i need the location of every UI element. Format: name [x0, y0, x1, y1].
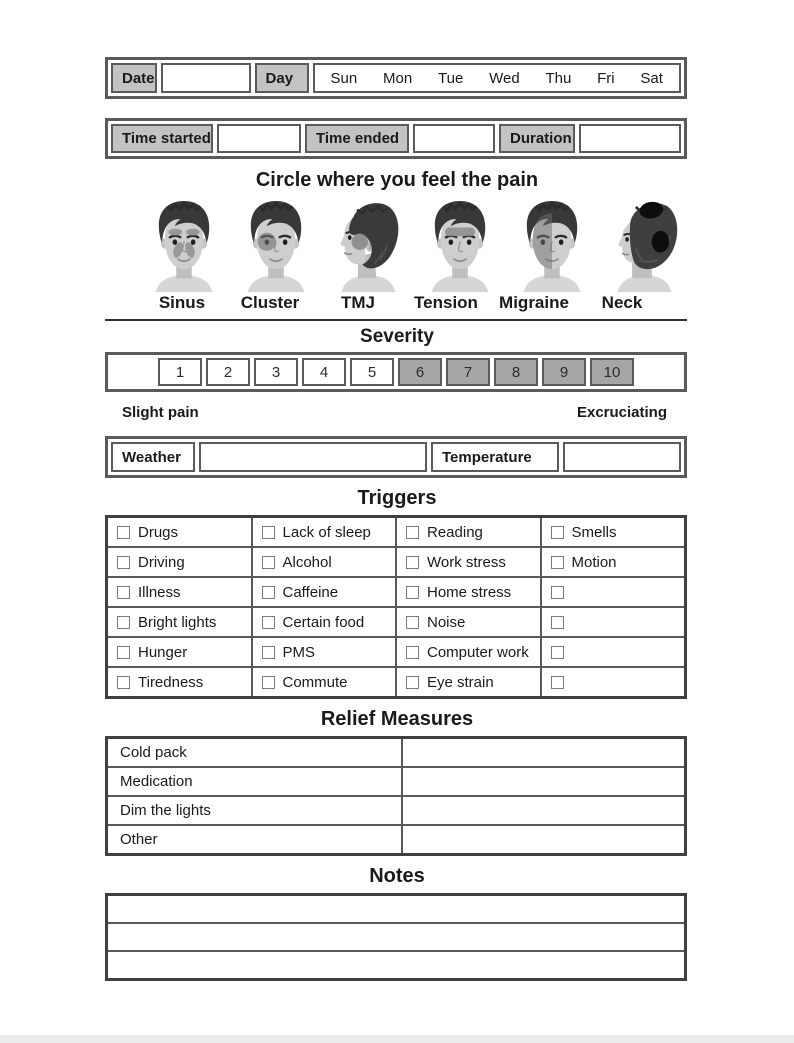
pain-label-cluster: Cluster — [240, 293, 300, 312]
trigger-checkbox-computer-work[interactable] — [406, 646, 419, 659]
trigger-cell-caffeine[interactable] — [251, 578, 396, 606]
trigger-cell-blank-5-4[interactable] — [540, 638, 685, 666]
trigger-label-drugs: Drugs — [138, 523, 179, 541]
trigger-checkbox-hunger[interactable] — [117, 646, 130, 659]
date-label: Date — [111, 63, 157, 93]
day-option-fri[interactable]: Fri — [597, 69, 615, 87]
trigger-cell-illness[interactable] — [108, 578, 251, 606]
trigger-label-motion: Motion — [571, 553, 617, 571]
date-day-row — [105, 57, 687, 99]
sinus-head-illustration[interactable] — [138, 196, 230, 292]
time-started-input[interactable] — [217, 124, 301, 153]
trigger-label-pms: PMS — [282, 643, 316, 661]
trigger-label-home-stress: Home stress — [427, 583, 512, 601]
severity-cell-8[interactable]: 8 — [494, 358, 538, 386]
relief-row-cold-pack — [108, 739, 684, 766]
trigger-label-illness: Illness — [138, 583, 181, 601]
time-started-label: Time started — [111, 124, 213, 153]
severity-high-label: Excruciating — [576, 404, 667, 421]
trigger-label-noise: Noise — [427, 613, 466, 631]
trigger-cell-drugs[interactable] — [108, 518, 251, 546]
trigger-checkbox-work-stress[interactable] — [406, 556, 419, 569]
notes-row-3 — [108, 950, 684, 978]
severity-left-blank — [110, 358, 154, 386]
trigger-label-commute: Commute — [282, 673, 348, 691]
trigger-label-smells: Smells — [571, 523, 617, 541]
trigger-cell-smells[interactable] — [540, 518, 685, 546]
pain-label-neck: Neck — [601, 293, 643, 312]
trigger-label-tiredness: Tiredness — [138, 673, 204, 691]
trigger-label-hunger: Hunger — [138, 643, 188, 661]
trigger-checkbox-bright-lights[interactable] — [117, 616, 130, 629]
pain-type-sinus[interactable] — [138, 196, 230, 292]
trigger-cell-work-stress[interactable] — [395, 548, 540, 576]
severity-cell-7[interactable]: 7 — [446, 358, 490, 386]
tension-head-illustration[interactable] — [414, 196, 506, 292]
trigger-label-computer-work: Computer work — [427, 643, 529, 661]
pain-type-migraine[interactable] — [506, 196, 598, 292]
weather-label: Weather — [111, 442, 195, 472]
trigger-checkbox-blank-6-4[interactable] — [551, 676, 564, 689]
trigger-cell-blank-3-4[interactable] — [540, 578, 685, 606]
relief-row-dim-the-lights — [108, 795, 684, 824]
time-row — [105, 118, 687, 159]
relief-row-other — [108, 824, 684, 853]
temperature-input[interactable] — [563, 442, 681, 472]
trigger-cell-pms[interactable] — [251, 638, 396, 666]
day-select-box — [313, 63, 681, 93]
day-option-thu[interactable]: Thu — [545, 69, 572, 87]
trigger-checkbox-commute[interactable] — [262, 676, 275, 689]
severity-cell-9[interactable]: 9 — [542, 358, 586, 386]
trigger-cell-computer-work[interactable] — [395, 638, 540, 666]
relief-row-medication — [108, 766, 684, 795]
notes-table — [105, 893, 687, 981]
temperature-label: Temperature — [431, 442, 559, 472]
relief-entry-field-other[interactable] — [401, 826, 684, 853]
trigger-row-5 — [108, 636, 684, 666]
relief-entry-field-medication[interactable] — [401, 768, 684, 795]
trigger-checkbox-lack-of-sleep[interactable] — [262, 526, 275, 539]
day-option-sat[interactable]: Sat — [640, 69, 663, 87]
trigger-cell-lack-of-sleep[interactable] — [251, 518, 396, 546]
notes-line-2[interactable] — [108, 924, 684, 950]
section-divider-line — [105, 319, 687, 321]
trigger-checkbox-certain-food[interactable] — [262, 616, 275, 629]
trigger-cell-home-stress[interactable] — [395, 578, 540, 606]
day-label: Day — [255, 63, 309, 93]
relief-item-label-dim-the-lights: Dim the lights — [120, 802, 211, 819]
trigger-checkbox-alcohol[interactable] — [262, 556, 275, 569]
pain-label-sinus: Sinus — [158, 293, 206, 312]
trigger-row-6 — [108, 666, 684, 696]
migraine-head-illustration[interactable] — [506, 196, 598, 292]
trigger-label-work-stress: Work stress — [427, 553, 506, 571]
pain-type-tmj[interactable] — [322, 196, 414, 292]
severity-cell-10[interactable]: 10 — [590, 358, 634, 386]
trigger-cell-noise[interactable] — [395, 608, 540, 636]
trigger-cell-commute[interactable] — [251, 668, 396, 696]
pain-label-migraine: Migraine — [499, 293, 569, 312]
severity-right-blank — [638, 358, 682, 386]
trigger-cell-blank-6-4[interactable] — [540, 668, 685, 696]
severity-scale — [105, 352, 687, 392]
neck-head-illustration[interactable] — [598, 196, 690, 292]
trigger-checkbox-driving[interactable] — [117, 556, 130, 569]
trigger-checkbox-home-stress[interactable] — [406, 586, 419, 599]
notes-title: Notes — [369, 865, 425, 887]
notes-line-3[interactable] — [108, 952, 684, 978]
trigger-cell-alcohol[interactable] — [251, 548, 396, 576]
tension-pain-overlay — [445, 228, 475, 237]
tmj-head-illustration[interactable] — [322, 196, 414, 292]
day-option-wed[interactable]: Wed — [489, 69, 520, 87]
trigger-row-3 — [108, 576, 684, 606]
pain-type-cluster[interactable] — [230, 196, 322, 292]
trigger-cell-hunger[interactable] — [108, 638, 251, 666]
pain-type-tension[interactable] — [414, 196, 506, 292]
notes-line-1[interactable] — [108, 896, 684, 922]
severity-cell-3[interactable]: 3 — [254, 358, 298, 386]
relief-item-label-medication: Medication — [120, 773, 193, 790]
trigger-label-lack-of-sleep: Lack of sleep — [282, 523, 371, 541]
trigger-label-eye-strain: Eye strain — [427, 673, 494, 691]
severity-endpoint-labels — [105, 404, 687, 421]
tmj-pain-overlay — [352, 233, 368, 249]
duration-label: Duration — [499, 124, 575, 153]
date-input[interactable] — [161, 63, 251, 93]
relief-table — [105, 736, 687, 856]
triggers-title: Triggers — [357, 487, 437, 509]
relief-entry-field-dim-the-lights[interactable] — [401, 797, 684, 824]
trigger-checkbox-noise[interactable] — [406, 616, 419, 629]
trigger-checkbox-tiredness[interactable] — [117, 676, 130, 689]
severity-cell-6[interactable]: 6 — [398, 358, 442, 386]
relief-item-label-other: Other — [120, 831, 158, 848]
trigger-cell-blank-4-4[interactable] — [540, 608, 685, 636]
trigger-cell-motion[interactable] — [540, 548, 685, 576]
severity-cell-5[interactable]: 5 — [350, 358, 394, 386]
trigger-cell-driving[interactable] — [108, 548, 251, 576]
severity-title: Severity — [360, 326, 434, 347]
trigger-label-certain-food: Certain food — [282, 613, 365, 631]
cluster-pain-overlay — [258, 233, 276, 251]
triggers-table — [105, 515, 687, 699]
day-option-sun[interactable]: Sun — [330, 69, 358, 87]
pain-head-labels — [138, 293, 666, 313]
notes-row-1 — [108, 896, 684, 922]
trigger-row-4 — [108, 606, 684, 636]
time-ended-label: Time ended — [305, 124, 409, 153]
pain-section-title: Circle where you feel the pain — [255, 169, 539, 191]
trigger-label-alcohol: Alcohol — [282, 553, 332, 571]
trigger-checkbox-blank-4-4[interactable] — [551, 616, 564, 629]
pain-label-tension: Tension — [414, 293, 478, 312]
severity-low-label: Slight pain — [122, 404, 199, 421]
time-ended-input[interactable] — [413, 124, 495, 153]
trigger-checkbox-blank-3-4[interactable] — [551, 586, 564, 599]
notes-row-2 — [108, 922, 684, 950]
cluster-head-illustration[interactable] — [230, 196, 322, 292]
trigger-cell-bright-lights[interactable] — [108, 608, 251, 636]
pain-heads-row — [138, 196, 666, 292]
trigger-cell-eye-strain[interactable] — [395, 668, 540, 696]
trigger-checkbox-blank-5-4[interactable] — [551, 646, 564, 659]
trigger-label-caffeine: Caffeine — [282, 583, 339, 601]
relief-item-label-cold-pack: Cold pack — [120, 744, 187, 761]
trigger-cell-certain-food[interactable] — [251, 608, 396, 636]
trigger-checkbox-drugs[interactable] — [117, 526, 130, 539]
page-bottom-edge — [0, 1035, 794, 1043]
trigger-row-2 — [108, 546, 684, 576]
trigger-cell-tiredness[interactable] — [108, 668, 251, 696]
day-option-tue[interactable]: Tue — [438, 69, 464, 87]
relief-entry-field-cold-pack[interactable] — [401, 739, 684, 766]
pain-type-neck[interactable] — [598, 196, 690, 292]
weather-input[interactable] — [199, 442, 427, 472]
trigger-row-1 — [108, 518, 684, 546]
trigger-label-driving: Driving — [138, 553, 185, 571]
trigger-checkbox-eye-strain[interactable] — [406, 676, 419, 689]
severity-cell-4[interactable]: 4 — [302, 358, 346, 386]
weather-row — [105, 436, 687, 478]
trigger-checkbox-caffeine[interactable] — [262, 586, 275, 599]
trigger-checkbox-illness[interactable] — [117, 586, 130, 599]
severity-cell-2[interactable]: 2 — [206, 358, 250, 386]
trigger-label-bright-lights: Bright lights — [138, 613, 217, 631]
duration-input[interactable] — [579, 124, 681, 153]
relief-title: Relief Measures — [320, 708, 474, 730]
trigger-checkbox-smells[interactable] — [551, 526, 564, 539]
trigger-checkbox-pms[interactable] — [262, 646, 275, 659]
pain-label-tmj: TMJ — [341, 293, 375, 312]
trigger-checkbox-reading[interactable] — [406, 526, 419, 539]
trigger-checkbox-motion[interactable] — [551, 556, 564, 569]
severity-cell-1[interactable]: 1 — [158, 358, 202, 386]
trigger-cell-reading[interactable] — [395, 518, 540, 546]
trigger-label-reading: Reading — [427, 523, 483, 541]
day-option-mon[interactable]: Mon — [383, 69, 413, 87]
